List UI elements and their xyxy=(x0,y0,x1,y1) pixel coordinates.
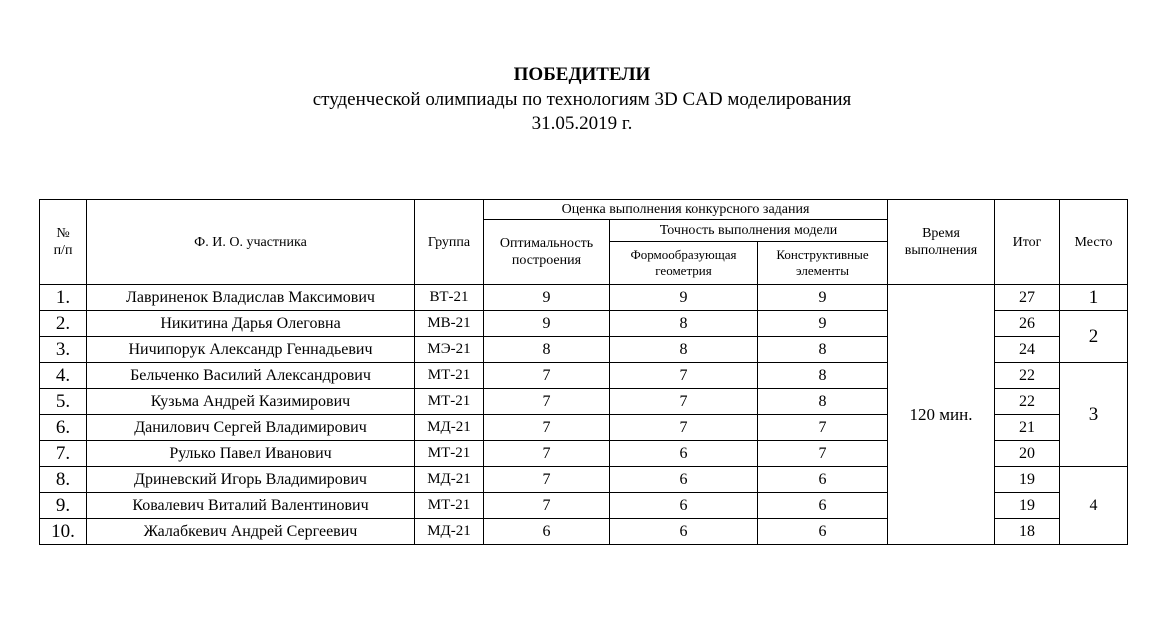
row-name: Жалабкевич Андрей Сергеевич xyxy=(87,519,415,545)
row-num: 1. xyxy=(40,285,87,311)
place-cell: 2 xyxy=(1060,311,1128,363)
row-constructive: 6 xyxy=(758,519,888,545)
row-group: МЭ-21 xyxy=(415,337,484,363)
header-group: Группа xyxy=(415,200,484,285)
row-optimality: 7 xyxy=(484,389,610,415)
row-total: 24 xyxy=(995,337,1060,363)
row-optimality: 7 xyxy=(484,441,610,467)
header-num xyxy=(40,200,87,285)
header-time xyxy=(888,200,995,285)
row-num: 5. xyxy=(40,389,87,415)
row-form-geometry: 6 xyxy=(610,493,758,519)
header-time-line1: Время xyxy=(922,226,960,241)
row-optimality: 6 xyxy=(484,519,610,545)
time-cell: 120 мин. xyxy=(888,285,995,545)
header-name: Ф. И. О. участника xyxy=(87,200,415,285)
page-subtitle: студенческой олимпиады по технологиям 3D CAD моделирования xyxy=(312,89,852,110)
row-group: ВТ-21 xyxy=(415,285,484,311)
row-total: 20 xyxy=(995,441,1060,467)
row-group: МД-21 xyxy=(415,519,484,545)
row-num: 4. xyxy=(40,363,87,389)
row-name: Рулько Павел Иванович xyxy=(87,441,415,467)
row-form-geometry: 8 xyxy=(610,337,758,363)
row-form-geometry: 7 xyxy=(610,389,758,415)
header-constructive xyxy=(758,242,888,285)
row-form-geometry: 6 xyxy=(610,467,758,493)
header-num-line2: п/п xyxy=(53,243,73,258)
header-time-line2: выполнения xyxy=(904,243,978,258)
row-optimality: 9 xyxy=(484,285,610,311)
row-form-geometry: 7 xyxy=(610,415,758,441)
results-table xyxy=(39,199,1128,545)
row-constructive: 6 xyxy=(758,493,888,519)
table-row xyxy=(40,285,1128,311)
row-form-geometry: 6 xyxy=(610,519,758,545)
place-cell: 1 xyxy=(1060,285,1128,311)
row-total: 19 xyxy=(995,493,1060,519)
row-name: Дриневский Игорь Владимирович xyxy=(87,467,415,493)
header-optimality-line2: построения xyxy=(511,253,582,268)
row-total: 26 xyxy=(995,311,1060,337)
row-optimality: 7 xyxy=(484,415,610,441)
row-group: МД-21 xyxy=(415,415,484,441)
row-total: 22 xyxy=(995,389,1060,415)
row-constructive: 7 xyxy=(758,415,888,441)
row-constructive: 8 xyxy=(758,337,888,363)
row-form-geometry: 8 xyxy=(610,311,758,337)
row-num: 6. xyxy=(40,415,87,441)
header-num-line1: № xyxy=(56,226,70,241)
row-group: МТ-21 xyxy=(415,493,484,519)
row-group: МТ-21 xyxy=(415,389,484,415)
header-form-geometry-line2: геометрия xyxy=(655,263,712,278)
row-form-geometry: 7 xyxy=(610,363,758,389)
row-form-geometry: 9 xyxy=(610,285,758,311)
row-optimality: 8 xyxy=(484,337,610,363)
row-name: Кузьма Андрей Казимирович xyxy=(87,389,415,415)
row-total: 22 xyxy=(995,363,1060,389)
row-group: МТ-21 xyxy=(415,363,484,389)
row-total: 18 xyxy=(995,519,1060,545)
header-optimality-line1: Оптимальность xyxy=(499,236,594,251)
header-form-geometry-line1: Формообразующая xyxy=(630,247,737,262)
row-constructive: 9 xyxy=(758,285,888,311)
row-form-geometry: 6 xyxy=(610,441,758,467)
row-name: Бельченко Василий Александрович xyxy=(87,363,415,389)
row-optimality: 7 xyxy=(484,363,610,389)
row-total: 27 xyxy=(995,285,1060,311)
row-num: 2. xyxy=(40,311,87,337)
row-constructive: 8 xyxy=(758,389,888,415)
place-cell: 4 xyxy=(1060,467,1128,545)
header-constructive-line1: Конструктивные xyxy=(776,247,869,262)
row-num: 10. xyxy=(40,519,87,545)
header-accuracy: Точность выполнения модели xyxy=(610,220,888,242)
row-optimality: 7 xyxy=(484,493,610,519)
header-constructive-line2: элементы xyxy=(796,263,849,278)
row-num: 7. xyxy=(40,441,87,467)
place-cell: 3 xyxy=(1060,363,1128,467)
header-optimality xyxy=(484,220,610,285)
row-num: 8. xyxy=(40,467,87,493)
page-title: ПОБЕДИТЕЛИ xyxy=(513,64,651,85)
row-constructive: 6 xyxy=(758,467,888,493)
row-name: Данилович Сергей Владимирович xyxy=(87,415,415,441)
row-constructive: 8 xyxy=(758,363,888,389)
row-name: Ковалевич Виталий Валентинович xyxy=(87,493,415,519)
page-date: 31.05.2019 г. xyxy=(531,113,633,134)
row-name: Ничипорук Александр Геннадьевич xyxy=(87,337,415,363)
header-form-geometry xyxy=(610,242,758,285)
row-group: МД-21 xyxy=(415,467,484,493)
row-total: 19 xyxy=(995,467,1060,493)
row-constructive: 7 xyxy=(758,441,888,467)
row-optimality: 9 xyxy=(484,311,610,337)
header-place: Место xyxy=(1060,200,1128,285)
row-name: Лавриненок Владислав Максимович xyxy=(87,285,415,311)
title-block xyxy=(0,62,1164,136)
row-total: 21 xyxy=(995,415,1060,441)
row-name: Никитина Дарья Олеговна xyxy=(87,311,415,337)
row-num: 9. xyxy=(40,493,87,519)
header-total: Итог xyxy=(995,200,1060,285)
header-evaluation: Оценка выполнения конкурсного задания xyxy=(484,200,888,220)
row-group: МВ-21 xyxy=(415,311,484,337)
row-constructive: 9 xyxy=(758,311,888,337)
row-optimality: 7 xyxy=(484,467,610,493)
row-group: МТ-21 xyxy=(415,441,484,467)
row-num: 3. xyxy=(40,337,87,363)
